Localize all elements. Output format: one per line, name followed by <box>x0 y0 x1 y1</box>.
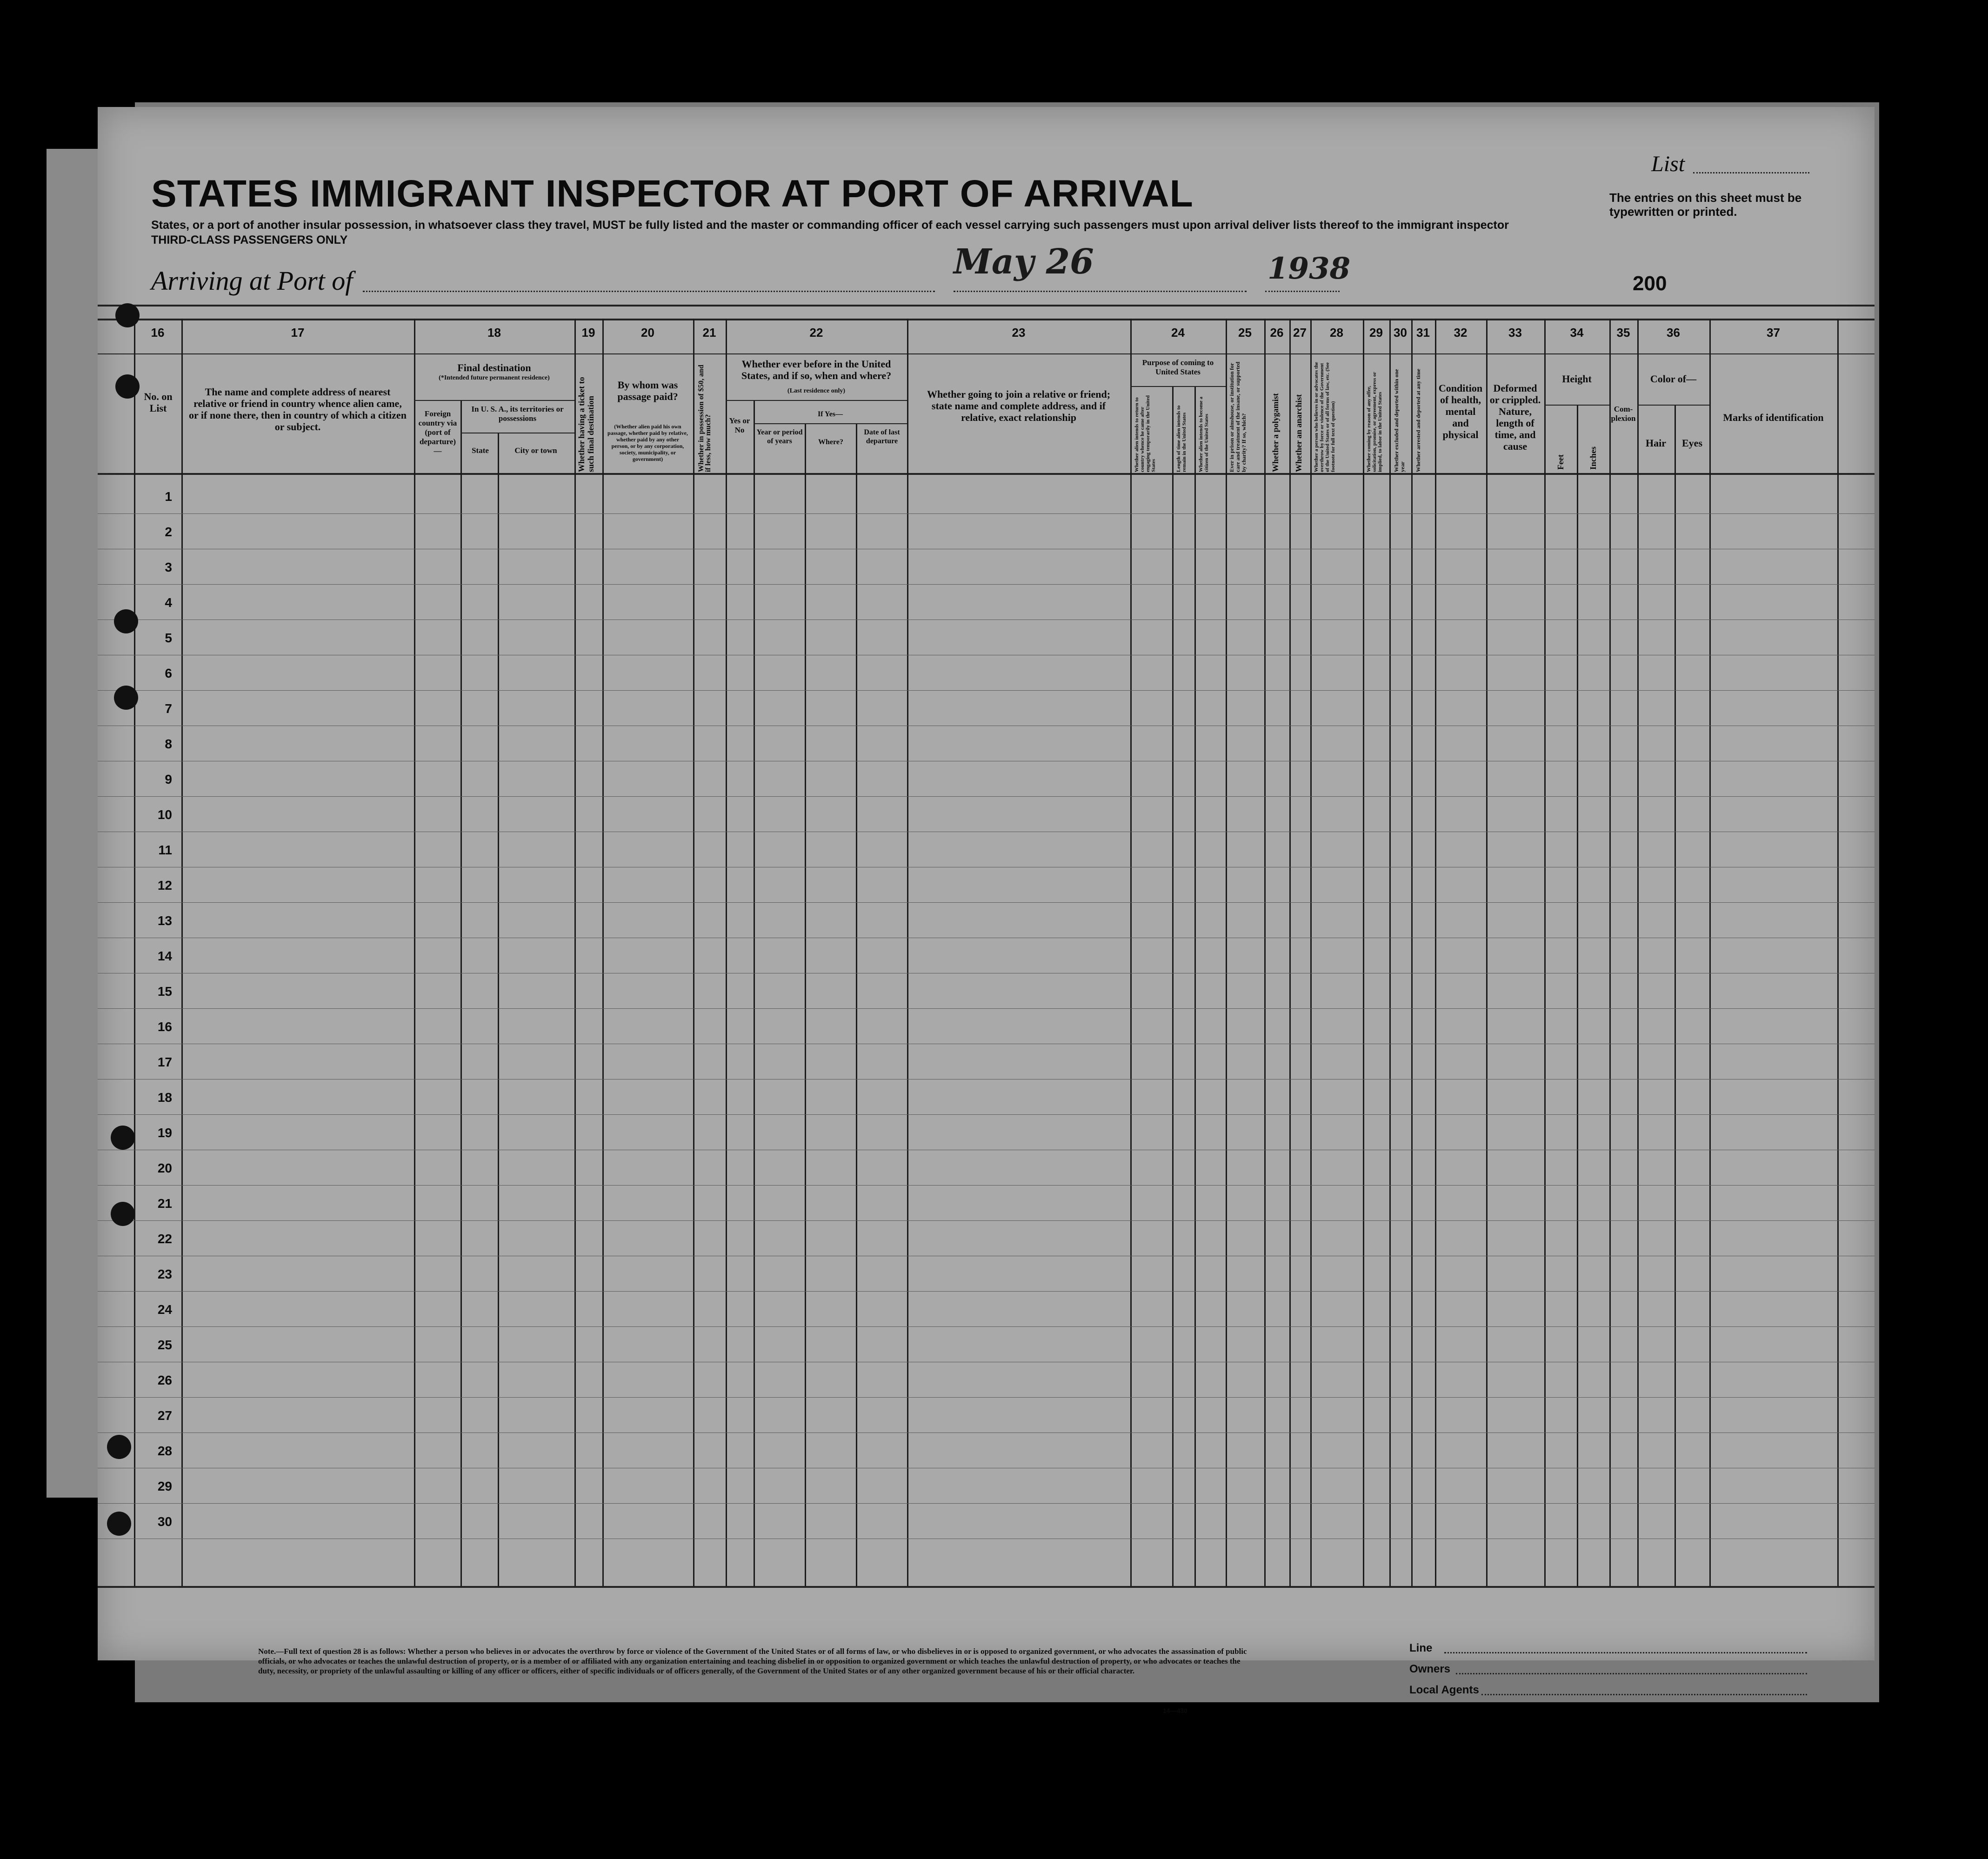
header-complexion: Com-plexion <box>1611 405 1636 423</box>
list-label: List <box>1651 152 1685 176</box>
local-agents-field[interactable] <box>1481 1694 1807 1695</box>
header-prison: Ever in prison or almshouse, or institution for care and treatment of the insane, or supported by charity? If so, which? <box>1228 361 1247 472</box>
column-number-bottom-rule <box>98 353 1875 354</box>
header-overthrow: Whether a person who believes in or advocates the overthrow by force or violence of the Government of the United States or of all forms of law, etc. (See footnote for full text of question) <box>1314 362 1336 472</box>
row-number: 18 <box>157 1090 172 1105</box>
row-number: 15 <box>157 984 172 999</box>
col-line <box>1577 405 1578 1586</box>
header-purpose-citizen: Whether alien intends to become a citizen of the United States <box>1198 396 1209 472</box>
binder-hole <box>107 1512 131 1536</box>
col-number-32: 32 <box>1454 326 1468 340</box>
sub-rule <box>414 400 574 401</box>
header-purpose: Purpose of coming to United States <box>1142 358 1214 376</box>
col-line <box>1130 319 1132 1586</box>
col-line <box>693 319 694 1586</box>
sub-rule <box>1637 405 1709 406</box>
footnote-question-28: Note.—Full text of question 28 is as follows: Whether a person who believes in or advocates the overthrow by force or violence of the Government of the United States or of all forms of law, or who disbelieves in or is opposed to organized government, or who advocates the assassination of public officials, or who advocates or teaches the unlawful destruction of property, or is a member of or affiliated with any organization entertaining and teaching disbelief in or opposition to organized government or which teaches the unlawful destruction of property, or who advocates or teaches the duty, necessity, or propriety of the unlawful assaulting or killing of any officer or officers, either of specific individuals or of officers generally, of the Government of the United States or of any other organized government because of his or their official character. <box>258 1647 1247 1675</box>
table-row[interactable] <box>98 1291 1875 1292</box>
row-number: 6 <box>165 666 172 680</box>
col-line <box>460 400 462 1586</box>
row-number: 14 <box>157 949 172 963</box>
col-line <box>602 319 604 1586</box>
row-number: 9 <box>165 772 172 786</box>
col-line <box>1194 386 1196 1586</box>
row-number: 29 <box>157 1479 172 1493</box>
line-label: Line <box>1409 1642 1433 1654</box>
header-eyes: Eyes <box>1682 437 1702 449</box>
col-number-27: 27 <box>1293 326 1307 340</box>
col-number-23: 23 <box>1012 326 1026 340</box>
col-line <box>1289 319 1291 1586</box>
list-field[interactable] <box>1693 172 1809 173</box>
header-marks-identification: Marks of identification <box>1723 412 1824 423</box>
header-hair: Hair <box>1646 437 1666 449</box>
col-line <box>907 319 908 1586</box>
local-agents-label: Local Agents <box>1409 1684 1479 1696</box>
table-row[interactable] <box>98 1008 1875 1009</box>
sub-rule <box>1544 405 1609 406</box>
header-final-destination: Final destination <box>457 362 531 373</box>
col-number-37: 37 <box>1767 326 1780 340</box>
col-number-36: 36 <box>1667 326 1680 340</box>
header-no-on-list: No. on List <box>144 391 173 414</box>
col-line <box>805 423 806 1586</box>
col-number-35: 35 <box>1616 326 1630 340</box>
binder-hole <box>111 1126 135 1150</box>
row-number: 5 <box>165 631 172 645</box>
table-row[interactable] <box>98 796 1875 797</box>
col-line <box>1172 386 1174 1586</box>
column-number-rule <box>98 319 1875 320</box>
header-ever-before-us: Whether ever before in the United States, and if so, when and where? <box>741 358 892 381</box>
col-line <box>856 423 857 1586</box>
manifest-sheet <box>98 107 1875 1714</box>
header-anarchist: Whether an anarchist <box>1294 394 1303 472</box>
col-line <box>414 319 415 1586</box>
row-number: 8 <box>165 737 172 751</box>
header-inches: Inches <box>1588 446 1598 470</box>
form-subtitle: States, or a port of another insular possession, in whatsoever class they travel, MUST be fully listed and the master or commanding officer of each vessel carrying such passengers must upon arrival deliver lists thereof to the immigrant inspector <box>151 219 1509 232</box>
table-row[interactable] <box>98 513 1875 514</box>
col-line <box>754 400 755 1586</box>
col-number-28: 28 <box>1330 326 1343 340</box>
col-line <box>1637 319 1639 1586</box>
row-number: 24 <box>157 1302 172 1317</box>
row-number: 4 <box>165 595 172 610</box>
sheet-stamp-number: 200 <box>1633 272 1667 295</box>
header-join-relative: Whether going to join a relative or friend; state name and complete address, and if relative, exact relationship <box>927 388 1111 423</box>
col-line <box>1837 319 1839 1586</box>
table-row[interactable] <box>98 1185 1875 1186</box>
header-feet: Feet <box>1556 454 1565 470</box>
owners-label: Owners <box>1409 1663 1451 1675</box>
col-number-18: 18 <box>487 326 501 340</box>
binder-hole <box>111 1202 135 1226</box>
row-number: 10 <box>157 807 172 822</box>
row-number: 1 <box>165 489 172 504</box>
sub-rule <box>726 400 907 401</box>
arriving-label: Arriving at Port of <box>151 266 353 296</box>
col-line <box>726 319 727 1586</box>
row-number: 20 <box>157 1161 172 1175</box>
header-year-period: Year or period of years <box>756 428 803 445</box>
col-number-30: 30 <box>1394 326 1407 340</box>
header-deformed: Deformed or crippled. Nature, length of time, and cause <box>1489 382 1541 452</box>
sub-rule <box>754 423 907 424</box>
col-number-21: 21 <box>702 326 716 340</box>
entries-note: The entries on this sheet must be typewritten or printed. <box>1609 191 1802 219</box>
header-purpose-return: Whether alien intends to return to country whence he came after engaging temporarily in the United States <box>1134 395 1156 472</box>
header-in-usa: In U. S. A., its territories or possessions <box>471 405 564 423</box>
header-last-residence: (Last residence only) <box>787 387 846 394</box>
header-date-departure: Date of last departure <box>864 428 900 445</box>
row-number: 22 <box>157 1232 172 1246</box>
row-number: 25 <box>157 1338 172 1352</box>
table-row[interactable] <box>98 1114 1875 1115</box>
header-yes-no: Yes or No <box>729 416 750 434</box>
header-height: Height <box>1562 373 1592 385</box>
row-number: 12 <box>157 878 172 893</box>
row-number: 30 <box>157 1514 172 1529</box>
header-foreign-country: Foreign country via (port of departure)— <box>418 409 457 455</box>
header-top-rule <box>98 305 1875 307</box>
col-number-22: 22 <box>809 326 823 340</box>
header-color-of: Color of— <box>1650 373 1697 385</box>
header-where: Where? <box>818 438 843 446</box>
col-line <box>1609 319 1611 1586</box>
table-row[interactable] <box>98 902 1875 903</box>
header-arrested: Whether arrested and deported at any time <box>1415 368 1421 472</box>
header-possession-50: Whether in possession of $50, and if less, how much? <box>697 365 712 472</box>
col-line <box>498 433 499 1586</box>
col-line <box>1310 319 1312 1586</box>
col-number-24: 24 <box>1171 326 1185 340</box>
table-row[interactable] <box>98 1326 1875 1327</box>
row-number: 2 <box>165 525 172 539</box>
col-line <box>1435 319 1436 1586</box>
header-ticket: Whether having a ticket to such final destination <box>577 377 595 472</box>
form-code: 14—430 <box>1163 1707 1187 1714</box>
header-polygamist: Whether a polygamist <box>1271 393 1280 472</box>
table-row[interactable] <box>98 690 1875 691</box>
row-number: 17 <box>157 1055 172 1069</box>
col-number-25: 25 <box>1238 326 1252 340</box>
col-line <box>1486 319 1488 1586</box>
form-title: STATES IMMIGRANT INSPECTOR AT PORT OF ARRIVAL <box>151 173 1194 215</box>
column-header-bottom-rule <box>98 473 1875 475</box>
col-number-17: 17 <box>291 326 305 340</box>
table-bottom-rule <box>98 1586 1875 1588</box>
header-excluded: Whether excluded and deported within one year <box>1393 369 1406 472</box>
line-field[interactable] <box>1444 1652 1807 1653</box>
binder-hole <box>114 686 138 710</box>
col-line <box>1363 319 1364 1586</box>
row-number: 3 <box>165 560 172 574</box>
header-final-destination-note: (*Intended future permanent residence) <box>439 374 550 381</box>
row-number: 27 <box>157 1408 172 1423</box>
row-number: 11 <box>158 843 172 857</box>
col-line <box>1389 319 1391 1586</box>
header-health: Condition of health, mental and physical <box>1438 382 1483 440</box>
table-row[interactable] <box>98 1397 1875 1398</box>
col-number-26: 26 <box>1270 326 1284 340</box>
row-number: 23 <box>157 1267 172 1281</box>
header-state: State <box>472 446 489 455</box>
class-line: THIRD-CLASS PASSENGERS ONLY <box>151 233 348 247</box>
row-number: 19 <box>157 1126 172 1140</box>
binder-hole <box>114 609 138 633</box>
header-passage-paid: By whom was passage paid? <box>617 379 678 402</box>
table-row[interactable] <box>98 1220 1875 1221</box>
col-number-29: 29 <box>1369 326 1383 340</box>
col-line <box>1674 405 1676 1586</box>
col-line <box>181 319 183 1586</box>
header-passage-paid-note: (Whether alien paid his own passage, whether paid by relative, whether paid by any other person, or by any corporation, society, municipality, or government) <box>607 423 688 462</box>
col-number-20: 20 <box>641 326 654 340</box>
binder-hole <box>107 1435 131 1459</box>
col-line <box>1264 319 1266 1586</box>
handwritten-date: May 26 <box>954 242 1094 282</box>
col-line <box>1226 319 1227 1586</box>
col-number-16: 16 <box>151 326 165 340</box>
col-line <box>1544 319 1546 1586</box>
sub-rule <box>1130 386 1226 387</box>
row-number: 28 <box>157 1444 172 1458</box>
col-number-34: 34 <box>1570 326 1584 340</box>
row-number: 13 <box>157 913 172 928</box>
date-field[interactable] <box>954 291 1247 292</box>
header-city: City or town <box>514 446 557 455</box>
col-number-19: 19 <box>581 326 595 340</box>
header-if-yes: If Yes— <box>817 410 843 418</box>
handwritten-year: 1938 <box>1268 251 1351 286</box>
header-purpose-length: Length of time alien intends to remain in the United States <box>1176 405 1187 472</box>
binder-hole <box>115 374 140 399</box>
year-field[interactable] <box>1265 291 1340 292</box>
table-row[interactable] <box>98 584 1875 585</box>
col-line <box>1709 319 1711 1586</box>
row-number: 26 <box>157 1373 172 1387</box>
header-nearest-relative: The name and complete address of nearest relative or friend in country whence alien came, or if none there, then in country of which a citizen or subject. <box>189 386 407 433</box>
col-line <box>1411 319 1413 1586</box>
col-number-31: 31 <box>1416 326 1430 340</box>
table-row[interactable] <box>98 1503 1875 1504</box>
owners-field[interactable] <box>1456 1673 1807 1674</box>
col-line <box>134 319 135 1586</box>
col-number-33: 33 <box>1508 326 1522 340</box>
header-labor-offer: Whether coming by reason of any offer, solicitation, promise, or agreement, express or implied, to labor in the United States <box>1366 372 1383 472</box>
row-number: 16 <box>157 1019 172 1034</box>
col-line <box>574 319 576 1586</box>
row-number: 21 <box>157 1196 172 1211</box>
binder-hole <box>115 303 140 327</box>
row-number: 7 <box>165 701 172 716</box>
port-field[interactable] <box>363 291 935 292</box>
